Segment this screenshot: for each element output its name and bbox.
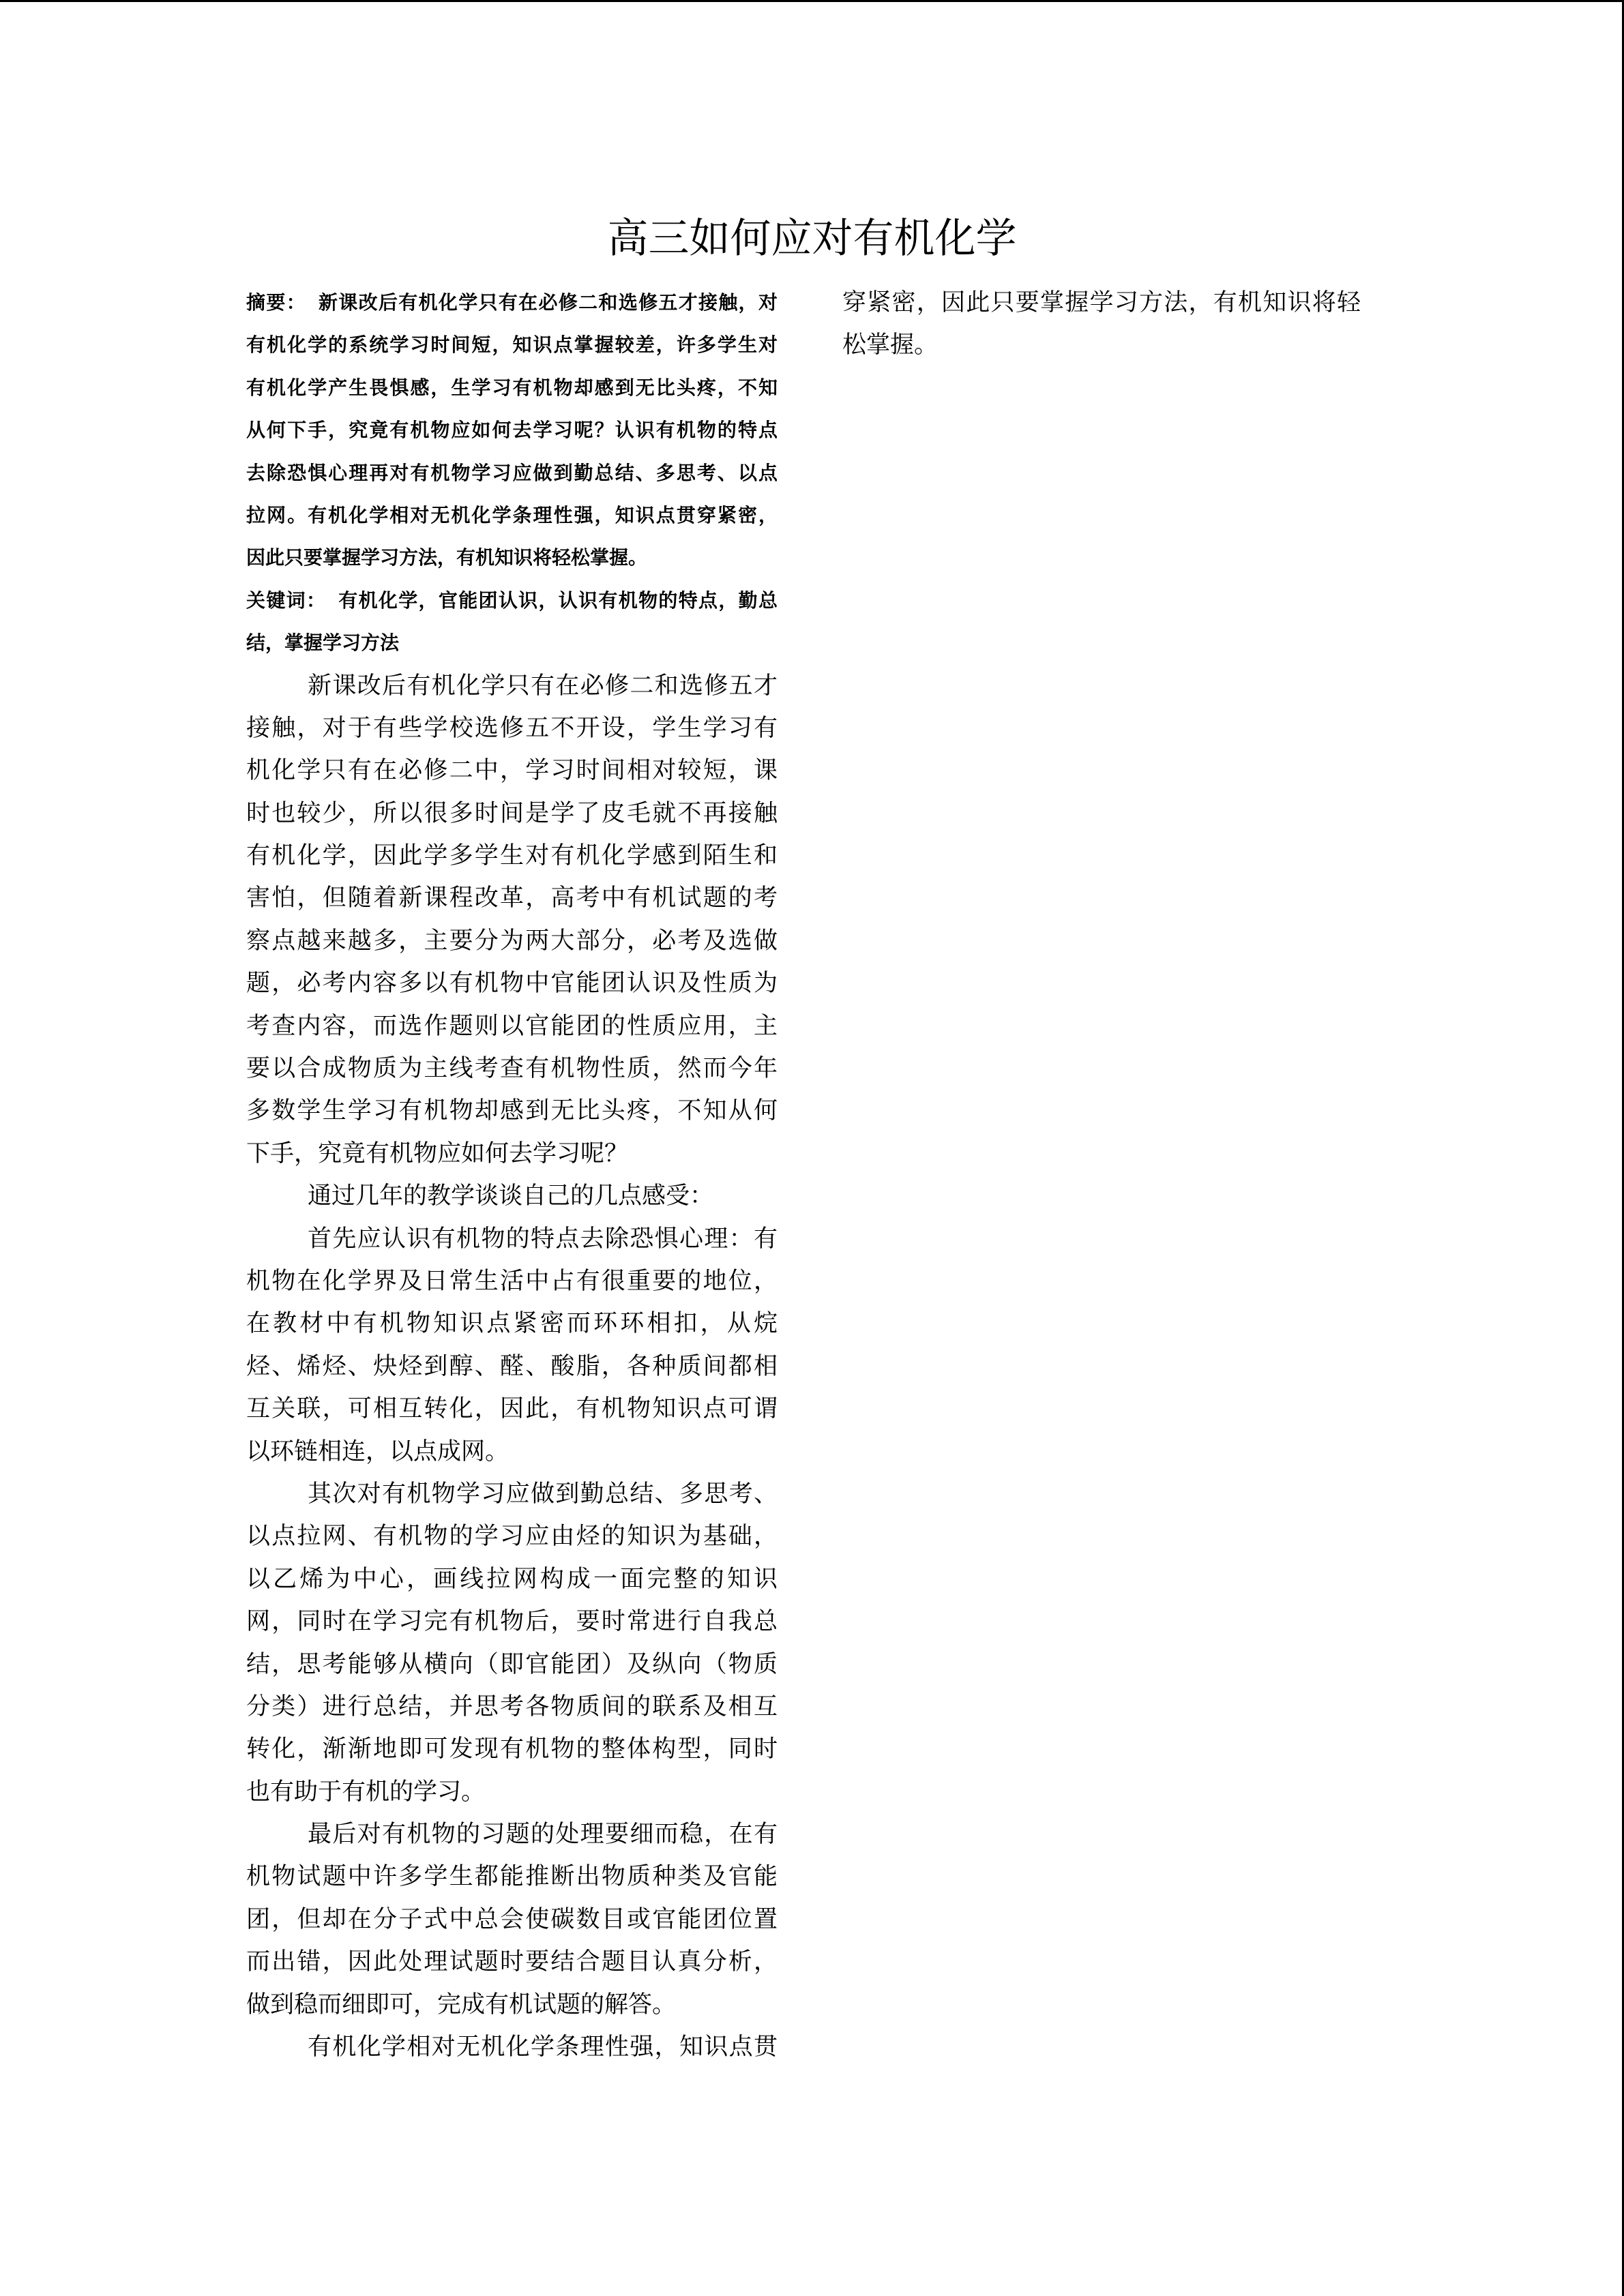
body-text-line: 题，必考内容多以有机物中官能团认识及性质为 [246,970,778,998]
body-text-line: 考查内容，而选作题则以官能团的性质应用，主 [246,1012,778,1040]
body-text-line: 烃、烯烃、炔烃到醇、醛、酸脂，各种质间都相 [246,1352,778,1380]
body-text-line: 其次对有机物学习应做到勤总结、多思考、 [308,1480,778,1508]
body-paragraph [246,1813,778,2026]
body-paragraph [246,1218,778,1473]
body-text-line: 网，同时在学习完有机物后，要时常进行自我总 [246,1608,778,1636]
body-text-line: 有机化学相对无机化学条理性强，知识点贯 [308,2033,778,2061]
abstract-label: 摘要： [246,291,306,314]
abstract-line: 有机化学产生畏惧感，生学习有机物却感到无比头疼，不知 [246,376,778,399]
keywords [246,580,778,665]
body-paragraph [246,1175,778,1217]
body-text-line: 穿紧密，因此只要掌握学习方法，有机知识将轻 [842,289,1361,316]
body-text-line: 分类）进行总结，并思考各物质间的联系及相互 [246,1693,778,1720]
body-text-line: 机物在化学界及日常生活中占有很重要的地位， [246,1267,778,1295]
keywords-line [246,580,778,622]
body-text-line: 以点拉网、有机物的学习应由烃的知识为基础， [246,1523,778,1551]
body-text-line: 结，思考能够从横向（即官能团）及纵向（物质 [246,1650,778,1678]
body-text-line: 首先应认识有机物的特点去除恐惧心理：有 [308,1225,778,1253]
body-text-line: 转化，渐渐地即可发现有机物的整体构型，同时 [246,1735,778,1763]
abstract-line: 有机化学的系统学习时间短，知识点掌握较差，许多学生对 [246,333,778,357]
body-text-line: 要以合成物质为主线考查有机物性质，然而今年 [246,1055,778,1083]
body-text-line: 以环链相连，以点成网。 [246,1437,510,1465]
body-text-line: 也有助于有机的学习。 [246,1778,486,1806]
abstract-line-text: 新课改后有机化学只有在必修二和选修五才接触，对 [318,291,778,314]
body-text-line: 察点越来越多，主要分为两大部分，必考及选做 [246,927,778,955]
body-text-line: 最后对有机物的习题的处理要细而稳，在有 [308,1821,778,1849]
abstract-line: 拉网。有机化学相对无机化学条理性强，知识点贯穿紧密， [246,503,778,526]
body-text-line: 互关联，可相互转化，因此，有机物知识点可谓 [246,1395,778,1423]
body-text-line: 以乙烯为中心，画线拉网构成一面完整的知识 [246,1565,778,1593]
body-text-line: 机化学只有在必修二中，学习时间相对较短，课 [246,757,778,785]
body-text-line: 通过几年的教学谈谈自己的几点感受： [308,1182,714,1210]
body-text-line: 而出错，因此处理试题时要结合题目认真分析， [246,1948,778,1976]
body-text-line: 害怕，但随着新课程改革，高考中有机试题的考 [246,884,778,912]
body-text-line: 有机化学，因此学多学生对有机化学感到陌生和 [246,842,778,870]
body-text-line: 在教材中有机物知识点紧密而环环相扣，从烷 [246,1310,778,1338]
abstract [246,282,778,580]
keywords-line-text: 有机化学，官能团认识，认识有机物的特点，勤总 [338,588,778,612]
page-title: 高三如何应对有机化学 [607,215,1017,263]
body-text-line: 松掌握。 [842,331,939,359]
body-text-line: 新课改后有机化学只有在必修二和选修五才 [308,672,778,700]
body-text-line: 做到稳而细即可，完成有机试题的解答。 [246,1991,677,2018]
body-column-right [842,282,1361,367]
body-text-left [246,665,778,2069]
body-text-line: 多数学生学习有机物却感到无比头疼，不知从何 [246,1097,778,1125]
abstract-line: 因此只要掌握学习方法，有机知识将轻松掌握。 [246,546,648,569]
body-column-left [246,282,778,2068]
body-paragraph [246,1473,778,1813]
keywords-label: 关键词： [246,588,327,612]
keywords-line: 结，掌握学习方法 [246,631,400,655]
body-text-line: 机物试题中许多学生都能推断出物质种类及官能 [246,1863,778,1891]
abstract-line: 去除恐惧心理再对有机物学习应做到勤总结、多思考、以点 [246,461,778,484]
body-text-line: 团，但却在分子式中总会使碳数目或官能团位置 [246,1905,778,1933]
abstract-line: 从何下手，究竟有机物应如何去学习呢？认识有机物的特点 [246,419,778,442]
body-text-line: 接触，对于有些学校选修五不开设，学生学习有 [246,714,778,742]
body-paragraph [246,665,778,1176]
abstract-line [246,282,778,324]
body-text-line: 时也较少，所以很多时间是学了皮毛就不再接触 [246,799,778,827]
body-paragraph [246,2026,778,2068]
body-text-line: 下手，究竟有机物应如何去学习呢？ [246,1139,629,1167]
